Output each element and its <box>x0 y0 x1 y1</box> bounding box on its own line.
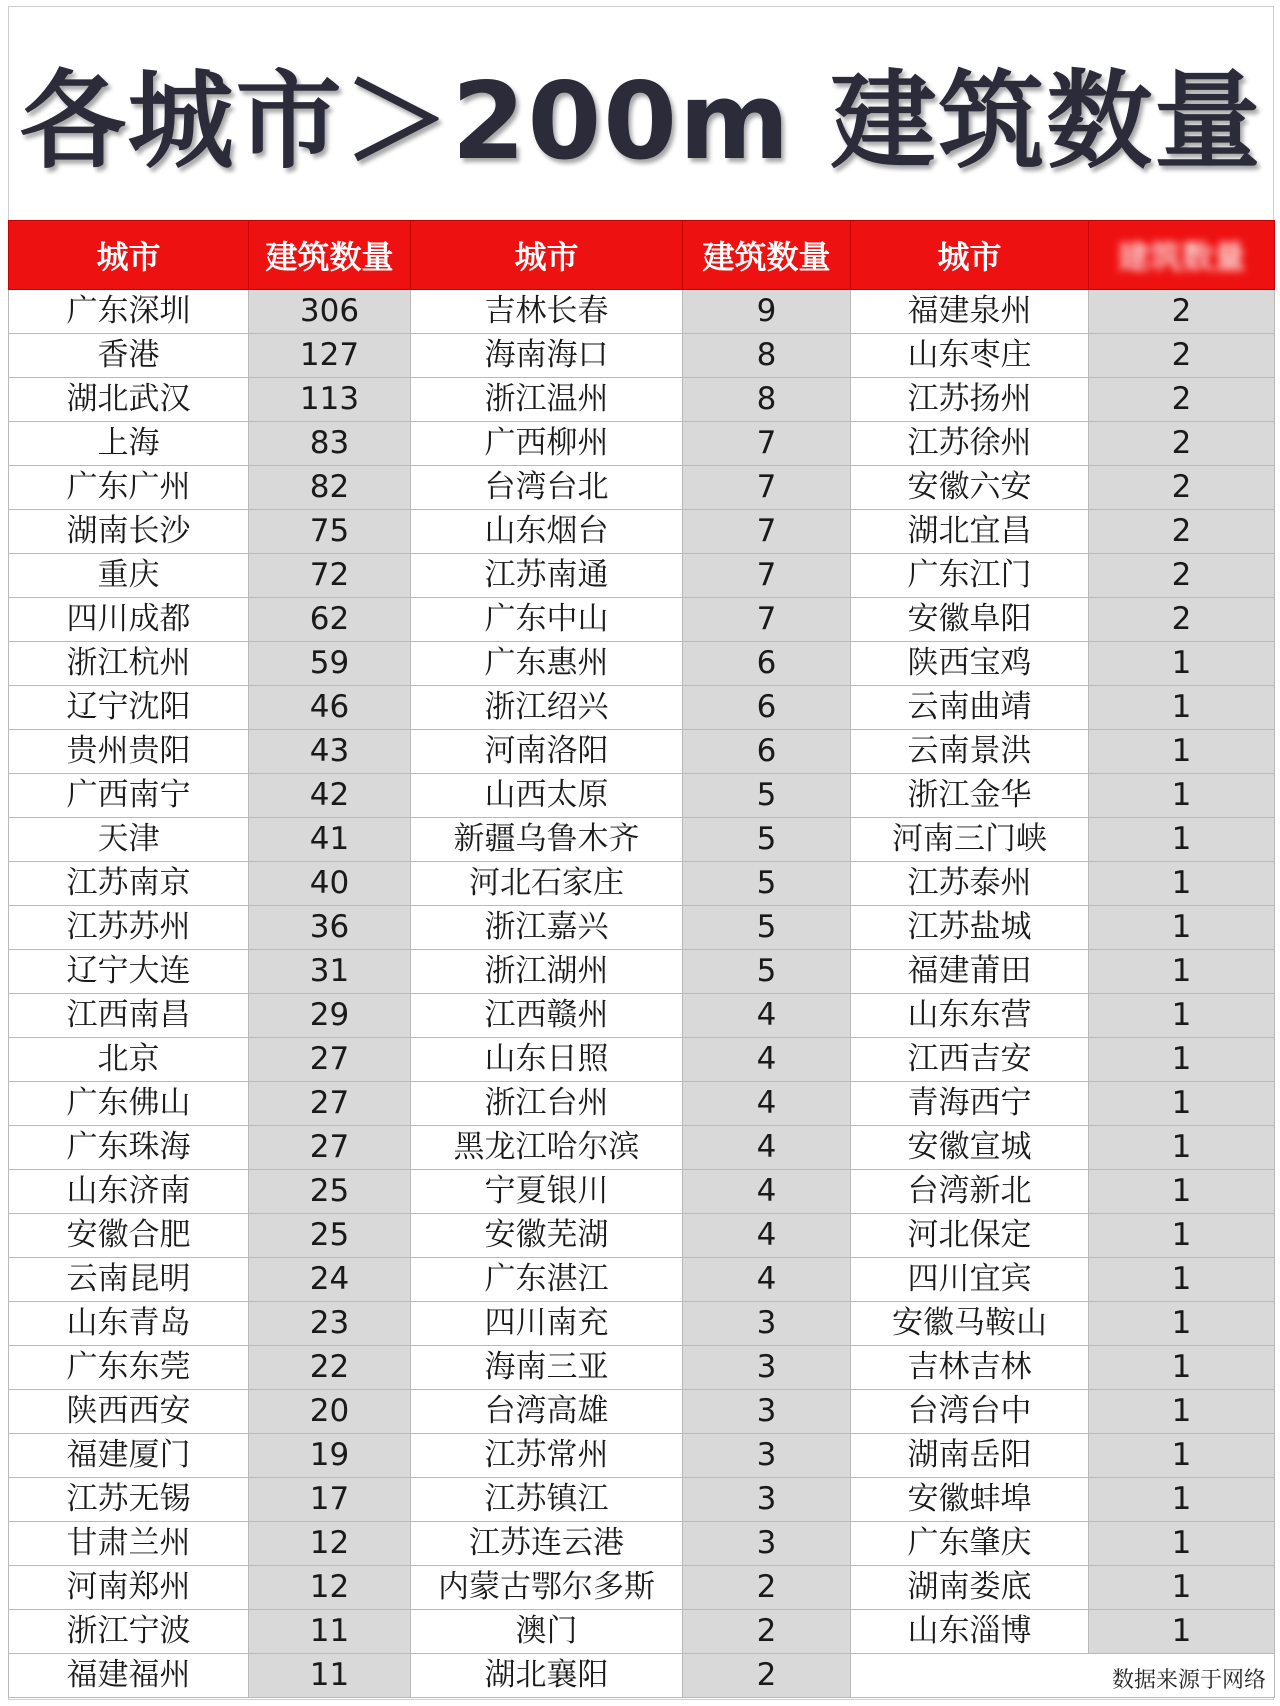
table-body <box>9 290 1275 1698</box>
city-cell: 上海 <box>9 422 249 466</box>
count-cell: 1 <box>1089 1126 1275 1170</box>
count-cell: 1 <box>1089 1522 1275 1566</box>
count-cell: 43 <box>249 730 411 774</box>
count-cell: 23 <box>249 1302 411 1346</box>
count-cell: 1 <box>1089 1478 1275 1522</box>
city-cell: 云南景洪 <box>851 730 1089 774</box>
count-cell: 20 <box>249 1390 411 1434</box>
table-row <box>9 598 1275 642</box>
table-row <box>9 1390 1275 1434</box>
city-cell: 江苏无锡 <box>9 1478 249 1522</box>
count-cell: 1 <box>1089 1434 1275 1478</box>
count-cell: 31 <box>249 950 411 994</box>
table-row <box>9 730 1275 774</box>
count-cell: 6 <box>683 642 851 686</box>
header-city-3: 城市 <box>851 221 1089 290</box>
city-cell: 海南三亚 <box>411 1346 683 1390</box>
table-row <box>9 642 1275 686</box>
count-cell: 1 <box>1089 906 1275 950</box>
count-cell: 27 <box>249 1038 411 1082</box>
city-cell: 湖南岳阳 <box>851 1434 1089 1478</box>
city-cell: 吉林吉林 <box>851 1346 1089 1390</box>
count-cell: 1 <box>1089 1038 1275 1082</box>
count-cell: 1 <box>1089 1214 1275 1258</box>
count-cell: 2 <box>1089 466 1275 510</box>
city-cell: 台湾台中 <box>851 1390 1089 1434</box>
count-cell: 11 <box>249 1654 411 1698</box>
table-header-row <box>9 221 1275 290</box>
city-cell: 广东佛山 <box>9 1082 249 1126</box>
count-cell: 127 <box>249 334 411 378</box>
city-cell: 河南洛阳 <box>411 730 683 774</box>
city-cell: 辽宁大连 <box>9 950 249 994</box>
count-cell: 1 <box>1089 1170 1275 1214</box>
count-cell: 2 <box>1089 598 1275 642</box>
count-cell: 25 <box>249 1170 411 1214</box>
city-cell: 吉林长春 <box>411 290 683 334</box>
city-cell: 浙江绍兴 <box>411 686 683 730</box>
table-row <box>9 818 1275 862</box>
count-cell: 7 <box>683 598 851 642</box>
city-cell: 云南昆明 <box>9 1258 249 1302</box>
page-title: 各城市＞200m 建筑数量 <box>19 60 1263 183</box>
city-cell: 湖北宜昌 <box>851 510 1089 554</box>
city-cell: 浙江金华 <box>851 774 1089 818</box>
city-cell: 安徽合肥 <box>9 1214 249 1258</box>
city-cell: 甘肃兰州 <box>9 1522 249 1566</box>
table-row <box>9 1214 1275 1258</box>
city-cell: 四川成都 <box>9 598 249 642</box>
count-cell: 5 <box>683 906 851 950</box>
count-cell: 7 <box>683 466 851 510</box>
count-cell: 3 <box>683 1478 851 1522</box>
count-cell: 72 <box>249 554 411 598</box>
city-cell: 安徽蚌埠 <box>851 1478 1089 1522</box>
count-cell: 1 <box>1089 818 1275 862</box>
count-cell: 42 <box>249 774 411 818</box>
city-cell: 浙江杭州 <box>9 642 249 686</box>
city-cell: 山东东营 <box>851 994 1089 1038</box>
city-cell: 湖南娄底 <box>851 1566 1089 1610</box>
count-cell: 6 <box>683 686 851 730</box>
header-count-3-label: 建筑数量 <box>1117 238 1246 276</box>
city-cell: 江苏镇江 <box>411 1478 683 1522</box>
city-cell: 江苏扬州 <box>851 378 1089 422</box>
count-cell: 2 <box>683 1610 851 1654</box>
table-row <box>9 466 1275 510</box>
count-cell: 5 <box>683 950 851 994</box>
city-cell: 江苏泰州 <box>851 862 1089 906</box>
city-cell: 山东枣庄 <box>851 334 1089 378</box>
count-cell: 3 <box>683 1302 851 1346</box>
city-cell: 江苏常州 <box>411 1434 683 1478</box>
table-row <box>9 334 1275 378</box>
count-cell: 4 <box>683 1082 851 1126</box>
city-cell: 海南海口 <box>411 334 683 378</box>
city-cell: 山东淄博 <box>851 1610 1089 1654</box>
count-cell: 41 <box>249 818 411 862</box>
count-cell: 1 <box>1089 1302 1275 1346</box>
city-cell: 浙江宁波 <box>9 1610 249 1654</box>
count-cell: 5 <box>683 818 851 862</box>
city-cell: 湖北襄阳 <box>411 1654 683 1698</box>
city-cell: 安徽六安 <box>851 466 1089 510</box>
count-cell: 3 <box>683 1522 851 1566</box>
city-cell: 安徽宣城 <box>851 1126 1089 1170</box>
city-cell: 青海西宁 <box>851 1082 1089 1126</box>
count-cell: 82 <box>249 466 411 510</box>
header-city-1: 城市 <box>9 221 249 290</box>
count-cell: 27 <box>249 1126 411 1170</box>
count-cell: 4 <box>683 1170 851 1214</box>
count-cell: 24 <box>249 1258 411 1302</box>
count-cell: 59 <box>249 642 411 686</box>
city-cell: 新疆乌鲁木齐 <box>411 818 683 862</box>
count-cell: 8 <box>683 378 851 422</box>
count-cell: 113 <box>249 378 411 422</box>
count-cell: 4 <box>683 994 851 1038</box>
city-cell: 天津 <box>9 818 249 862</box>
table-row <box>9 1478 1275 1522</box>
count-cell: 1 <box>1089 1390 1275 1434</box>
city-cell: 广东湛江 <box>411 1258 683 1302</box>
city-cell: 宁夏银川 <box>411 1170 683 1214</box>
count-cell: 1 <box>1089 1566 1275 1610</box>
city-cell: 安徽阜阳 <box>851 598 1089 642</box>
city-cell: 山东济南 <box>9 1170 249 1214</box>
count-cell: 3 <box>683 1346 851 1390</box>
count-cell: 36 <box>249 906 411 950</box>
city-cell: 四川宜宾 <box>851 1258 1089 1302</box>
city-cell: 安徽马鞍山 <box>851 1302 1089 1346</box>
count-cell: 4 <box>683 1038 851 1082</box>
count-cell: 1 <box>1089 686 1275 730</box>
city-cell: 江西赣州 <box>411 994 683 1038</box>
table-row <box>9 554 1275 598</box>
count-cell: 2 <box>1089 422 1275 466</box>
count-cell: 7 <box>683 554 851 598</box>
city-cell: 台湾高雄 <box>411 1390 683 1434</box>
table-row <box>9 994 1275 1038</box>
city-cell: 陕西西安 <box>9 1390 249 1434</box>
count-cell: 5 <box>683 862 851 906</box>
table-row <box>9 1126 1275 1170</box>
count-cell: 1 <box>1089 642 1275 686</box>
city-cell: 福建莆田 <box>851 950 1089 994</box>
city-cell: 台湾新北 <box>851 1170 1089 1214</box>
city-cell: 广东广州 <box>9 466 249 510</box>
count-cell: 1 <box>1089 1258 1275 1302</box>
building-count-table <box>8 220 1275 1698</box>
city-cell: 陕西宝鸡 <box>851 642 1089 686</box>
count-cell: 1 <box>1089 994 1275 1038</box>
table-row <box>9 1566 1275 1610</box>
count-cell: 3 <box>683 1434 851 1478</box>
count-cell: 1 <box>1089 1346 1275 1390</box>
count-cell: 1 <box>1089 862 1275 906</box>
header-count-1: 建筑数量 <box>249 221 411 290</box>
table-row <box>9 1082 1275 1126</box>
count-cell: 29 <box>249 994 411 1038</box>
table-row <box>9 862 1275 906</box>
count-cell: 4 <box>683 1258 851 1302</box>
count-cell: 9 <box>683 290 851 334</box>
city-cell: 湖北武汉 <box>9 378 249 422</box>
city-cell: 浙江湖州 <box>411 950 683 994</box>
table-row <box>9 1170 1275 1214</box>
table-row <box>9 1434 1275 1478</box>
city-cell: 河南郑州 <box>9 1566 249 1610</box>
city-cell: 江苏盐城 <box>851 906 1089 950</box>
table-row <box>9 290 1275 334</box>
table-row <box>9 950 1275 994</box>
city-cell: 江苏徐州 <box>851 422 1089 466</box>
table-row <box>9 510 1275 554</box>
city-cell: 广东惠州 <box>411 642 683 686</box>
city-cell: 江苏南京 <box>9 862 249 906</box>
city-cell: 山东日照 <box>411 1038 683 1082</box>
city-cell: 辽宁沈阳 <box>9 686 249 730</box>
city-cell: 江苏南通 <box>411 554 683 598</box>
city-cell: 安徽芜湖 <box>411 1214 683 1258</box>
city-cell: 广东深圳 <box>9 290 249 334</box>
city-cell: 内蒙古鄂尔多斯 <box>411 1566 683 1610</box>
city-cell: 山东青岛 <box>9 1302 249 1346</box>
city-cell: 云南曲靖 <box>851 686 1089 730</box>
count-cell: 40 <box>249 862 411 906</box>
count-cell: 2 <box>1089 378 1275 422</box>
city-cell: 广东江门 <box>851 554 1089 598</box>
header-city-2: 城市 <box>411 221 683 290</box>
count-cell: 7 <box>683 422 851 466</box>
city-cell: 重庆 <box>9 554 249 598</box>
count-cell: 11 <box>249 1610 411 1654</box>
city-cell: 浙江台州 <box>411 1082 683 1126</box>
city-cell: 台湾台北 <box>411 466 683 510</box>
count-cell: 2 <box>1089 334 1275 378</box>
city-cell: 广西柳州 <box>411 422 683 466</box>
table-row <box>9 1302 1275 1346</box>
count-cell: 1 <box>1089 774 1275 818</box>
count-cell: 46 <box>249 686 411 730</box>
count-cell: 8 <box>683 334 851 378</box>
table-row <box>9 1610 1275 1654</box>
count-cell: 2 <box>1089 510 1275 554</box>
count-cell: 25 <box>249 1214 411 1258</box>
table-row <box>9 1522 1275 1566</box>
header-count-2: 建筑数量 <box>683 221 851 290</box>
city-cell: 江苏苏州 <box>9 906 249 950</box>
city-cell: 贵州贵阳 <box>9 730 249 774</box>
city-cell: 河北石家庄 <box>411 862 683 906</box>
city-cell: 广东珠海 <box>9 1126 249 1170</box>
count-cell: 75 <box>249 510 411 554</box>
count-cell: 62 <box>249 598 411 642</box>
count-cell: 27 <box>249 1082 411 1126</box>
city-cell: 福建泉州 <box>851 290 1089 334</box>
count-cell: 12 <box>249 1522 411 1566</box>
table-row <box>9 906 1275 950</box>
table-row <box>9 1258 1275 1302</box>
table-row <box>9 774 1275 818</box>
count-cell: 17 <box>249 1478 411 1522</box>
table-row <box>9 1654 1275 1698</box>
city-cell: 四川南充 <box>411 1302 683 1346</box>
count-cell: 1 <box>1089 950 1275 994</box>
table-row <box>9 686 1275 730</box>
count-cell: 1 <box>1089 730 1275 774</box>
count-cell: 2 <box>1089 290 1275 334</box>
count-cell: 3 <box>683 1390 851 1434</box>
count-cell: 4 <box>683 1214 851 1258</box>
city-cell: 香港 <box>9 334 249 378</box>
count-cell: 7 <box>683 510 851 554</box>
city-cell: 湖南长沙 <box>9 510 249 554</box>
count-cell: 1 <box>1089 1610 1275 1654</box>
table-row <box>9 378 1275 422</box>
city-cell: 江苏连云港 <box>411 1522 683 1566</box>
city-cell: 黑龙江哈尔滨 <box>411 1126 683 1170</box>
city-cell: 北京 <box>9 1038 249 1082</box>
city-cell: 福建福州 <box>9 1654 249 1698</box>
table-row <box>9 1346 1275 1390</box>
source-note: 数据来源于网络 <box>1111 1668 1266 1693</box>
count-cell: 83 <box>249 422 411 466</box>
count-cell: 2 <box>683 1654 851 1698</box>
city-cell: 广东中山 <box>411 598 683 642</box>
city-cell: 江西吉安 <box>851 1038 1089 1082</box>
count-cell: 19 <box>249 1434 411 1478</box>
count-cell: 22 <box>249 1346 411 1390</box>
count-cell: 12 <box>249 1566 411 1610</box>
city-cell: 浙江嘉兴 <box>411 906 683 950</box>
count-cell: 1 <box>1089 1082 1275 1126</box>
city-cell: 山东烟台 <box>411 510 683 554</box>
city-cell: 江西南昌 <box>9 994 249 1038</box>
city-cell: 河北保定 <box>851 1214 1089 1258</box>
table-row <box>9 1038 1275 1082</box>
city-cell: 广东肇庆 <box>851 1522 1089 1566</box>
city-cell: 山西太原 <box>411 774 683 818</box>
count-cell: 2 <box>683 1566 851 1610</box>
count-cell: 6 <box>683 730 851 774</box>
count-cell: 2 <box>1089 554 1275 598</box>
table-row <box>9 422 1275 466</box>
city-cell: 福建厦门 <box>9 1434 249 1478</box>
city-cell: 澳门 <box>411 1610 683 1654</box>
city-cell: 河南三门峡 <box>851 818 1089 862</box>
count-cell: 4 <box>683 1126 851 1170</box>
city-cell: 广西南宁 <box>9 774 249 818</box>
count-cell: 306 <box>249 290 411 334</box>
city-cell: 广东东莞 <box>9 1346 249 1390</box>
count-cell: 5 <box>683 774 851 818</box>
header-count-3 <box>1089 221 1275 290</box>
city-cell: 浙江温州 <box>411 378 683 422</box>
